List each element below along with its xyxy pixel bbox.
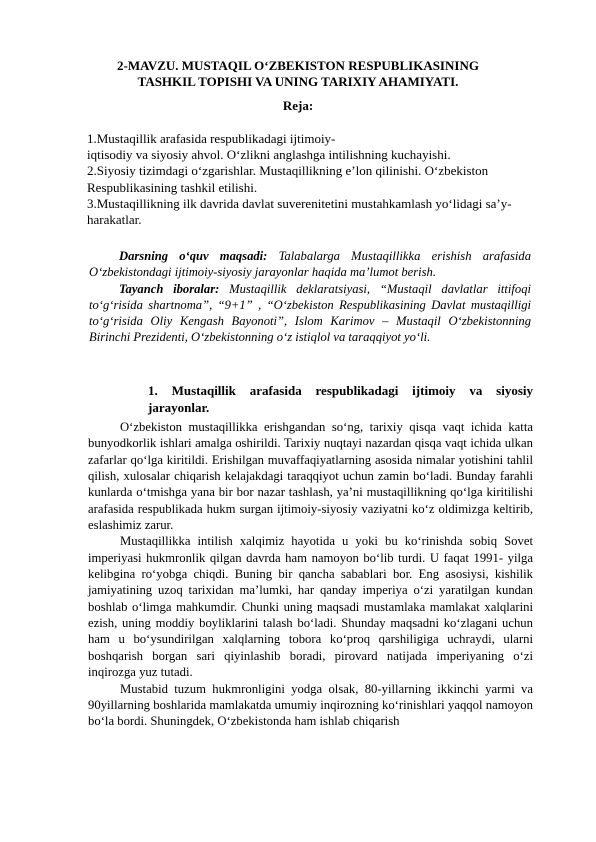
title-line-1: 2-MAVZU. MUSTAQIL O‘ZBEKISTON RESPUBLIKASINING	[117, 58, 479, 73]
plan-list	[87, 131, 547, 228]
plan-line: Respublikasining tashkil etilishi.	[87, 179, 258, 195]
lesson-goal-text: Talabalarga Mustaqillikka erishish arafasida O‘zbekistondagi ijtimoiy-siyosiy jarayonlar haqida ma’lumot berish.	[89, 249, 531, 280]
keywords-label: Tayanch iboralar:	[119, 281, 220, 296]
keywords-text: Mustaqillik deklaratsiyasi, “Mustaqil davlatlar ittifoqi to‘g‘risida shartnoma”, “9+1” , “O‘zbekiston Respublikasining Davlat mustaqilligi to‘g‘risida Oliy Kengash Bayonoti”, Islom Karimov – Mustaqil O‘zbekistonning Birinchi Prezidenti, O‘zbekistonning o‘z istiqlol va taraqqiyot yo‘li.	[89, 281, 531, 345]
body-text	[88, 419, 533, 730]
paragraph: O‘zbekiston mustaqillikka erishgandan so‘ng, tarixiy qisqa vaqt ichida katta bunyodkorlik ishlari amalga oshirildi. Tarixiy nuqtayi nazardan qisqa vaqt ichida ulkan zafarlar qo‘lga kiritildi. Erishilgan muvaffaqiyatlarning asosida nimalar yotishini tahlil qilish, xulosalar chiqarish kelajakdagi taraqqiyot uchun zamin bo‘ladi. Bunday farahli kunlarda o‘tmishga yana bir bor nazar tashlash, ya’ni mustaqillikning qo‘lga kiritilishi arafasida respublikada hukm surgan ijtimoiy-siyosiy vaziyatni ko‘z oldimizga keltirib, eslashimiz zarur.	[88, 420, 533, 533]
lesson-goal	[89, 248, 531, 281]
plan-line: 1.Mustaqillik arafasida respublikadagi ijtimoiy-	[87, 131, 336, 146]
title-line-2: TASHKIL TOPISHI VA UNING TARIXIY AHAMIYATI.	[137, 74, 459, 89]
page-title	[0, 58, 596, 90]
section-heading-line-1: 1. Mustaqillik arafasida respublikadagi ijtimoiy va siyosiy	[148, 383, 533, 398]
lesson-intro	[89, 248, 531, 346]
section-heading-line-2: jarayonlar.	[148, 399, 210, 415]
plan-line: 3.Mustaqillikning ilk davrida davlat suverenitetini mustahkamlash yo‘lidagi sa’y-	[87, 195, 512, 211]
plan-heading: Reja:	[282, 98, 314, 113]
keywords	[89, 281, 531, 346]
paragraph: Mustabid tuzum hukmronligini yodga olsak, 80-yillarning ikkinchi yarmi va 90yillarning boshlarida mamlakatda umumiy inqirozning ko‘rinishlari yaqqol namoyon bo‘la bordi. Shuningdek, O‘zbekistonda ham ishlab chiqarish	[88, 681, 533, 729]
paragraph: Mustaqillikka intilish xalqimiz hayotida u yoki bu ko‘rinishda sobiq Sovet imperiyasi hukmronlik qilgan davrda ham namoyon bo‘lib turdi. U faqat 1991- yilga kelibgina ro‘yobga chiqdi. Buning bir qancha sabablari bor. Eng asosiysi, kishilik jamiyatining uzoq tarixidan ma’lumki, har qanday imperiya o‘zi yaratilgan kundan boshlab o‘limga mahkumdir. Chunki uning maqsadi mustamlaka mamlakat xalqlarini ezish, uning moddiy boyliklarini talash bo‘ladi. Shunday maqsadni ko‘zlagani uchun ham u bo‘ysundirilgan xalqlarning tobora ko‘proq qarshiligiga uchraydi, ularni boshqarish borgan sari qiyinlashib boradi, pirovard natijada imperiyaning o‘zi inqirozga yuz tutadi.	[88, 534, 533, 680]
plan-line: harakatlar.	[87, 212, 142, 228]
lesson-goal-label: Darsning o‘quv maqsadi:	[119, 249, 268, 263]
plan-line: 2.Siyosiy tizimdagi o‘zgarishlar. Mustaqillikning e’lon qilinishi. O‘zbekiston	[87, 163, 489, 179]
plan-line: iqtisodiy va siyosiy ahvol. O‘zlikni anglashga intilishning kuchayishi.	[87, 147, 451, 163]
section-heading	[148, 383, 533, 416]
